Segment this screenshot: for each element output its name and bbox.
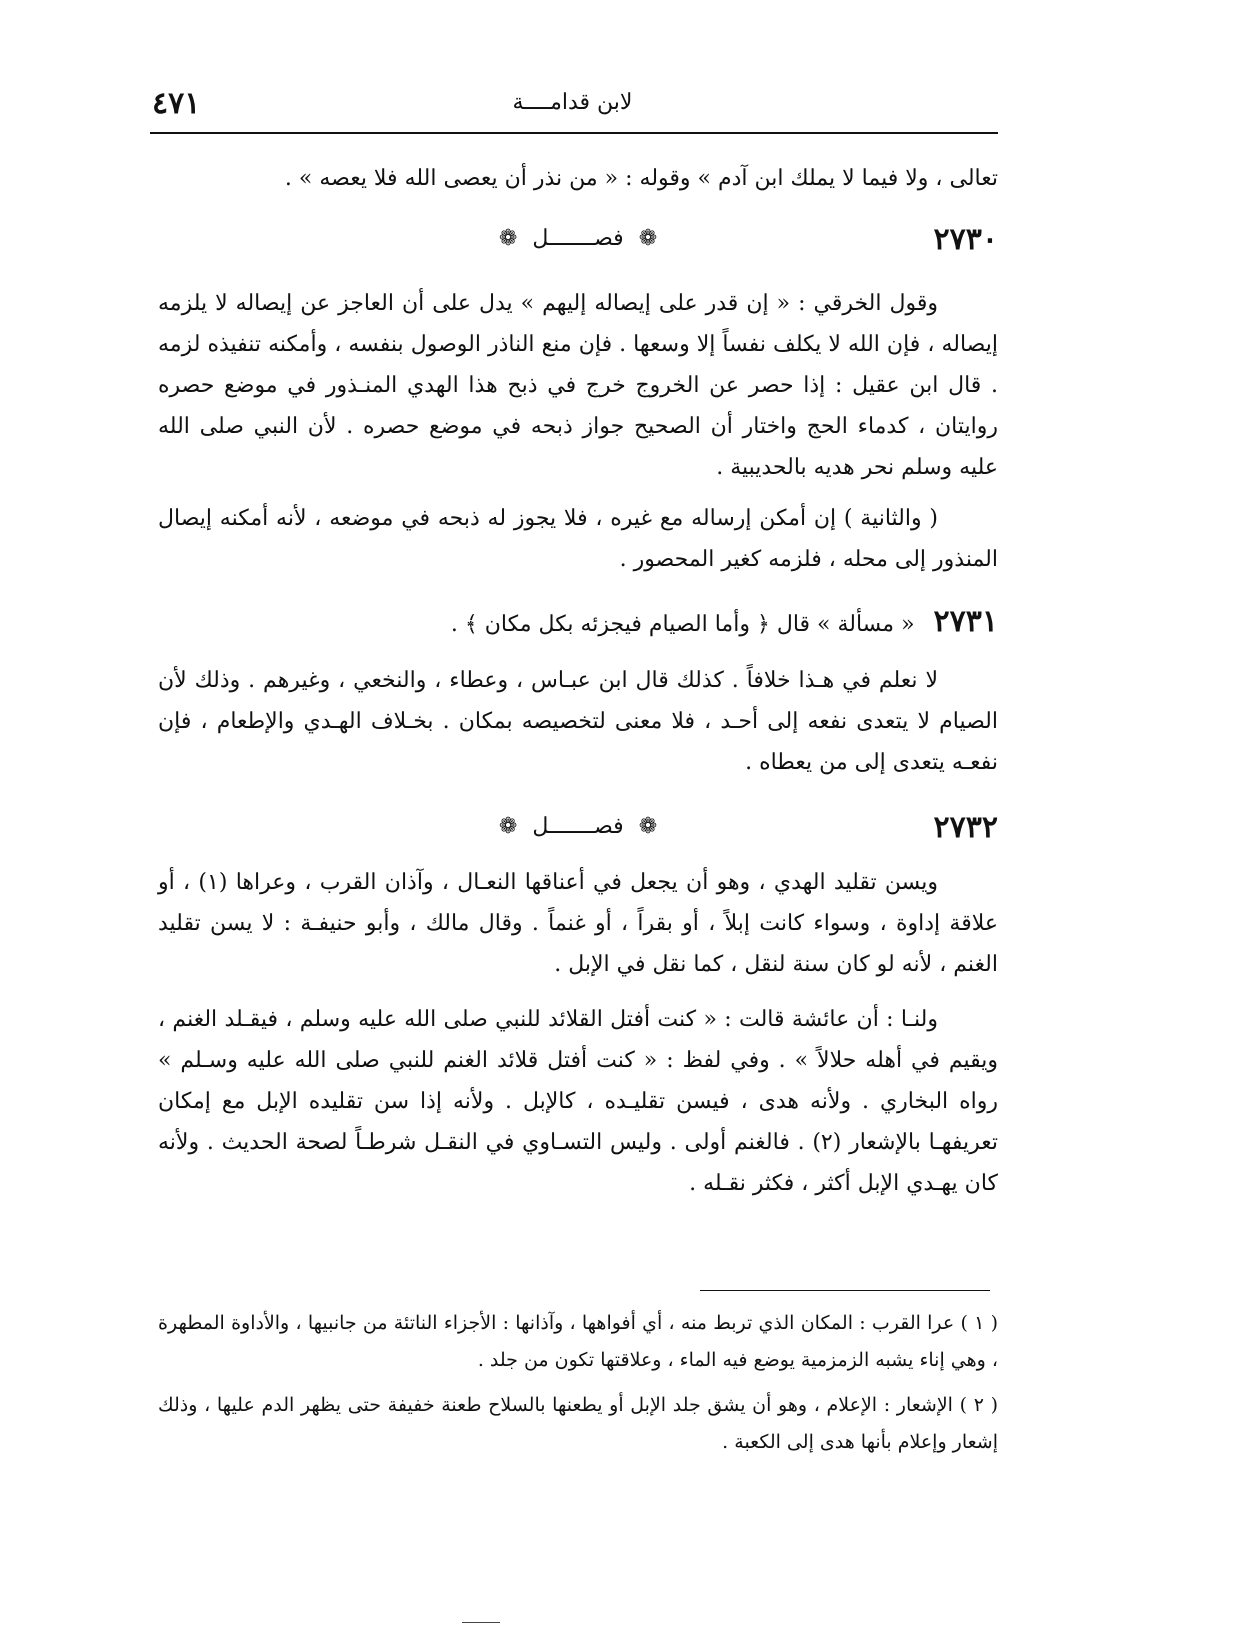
continuation-line (158, 158, 998, 199)
paragraph: لا نعلم في هـذا خلافاً . كذلك قال ابن عبـاس ، وعطاء ، والنخعي ، وغيرهم . وذلك لأن الصيام لا يتعدى نفعه إلى أحـد ، فلا معنى لتخصيصه بمكان . بخـلاف الهـدي والإطعام ، فإن نفعـه يتعدى إلى من يعطاه . (158, 668, 998, 775)
section-title: فصـــــــل (532, 814, 624, 839)
ornament-icon: ❁ (638, 226, 658, 251)
page-number: ٤٧١ (152, 86, 201, 121)
section-2730-body (158, 283, 998, 580)
top-line: تعالى ، ولا فيما لا يملك ابن آدم » وقوله : « من نذر أن يعصى الله فلا يعصه » . (284, 166, 998, 191)
section-2732-body (158, 862, 998, 1204)
running-title: لابن قدامــــة (512, 90, 633, 115)
footnote-rule (700, 1290, 990, 1291)
section-title-wrap (158, 226, 998, 251)
masala-text: « مسألة » قال ﴿ وأما الصيام فيجزئه بكل مكان ﴾ . (450, 612, 915, 637)
masala-heading-2731 (158, 604, 998, 644)
section-heading-2732 (158, 810, 998, 850)
header-rule (150, 132, 998, 134)
section-title: فصـــــــل (532, 226, 624, 251)
paragraph: ويسن تقليد الهدي ، وهو أن يجعل في أعناقها النعـال ، وآذان القرب ، وعراها (١) ، أو علاقة إداوة ، وسواء كانت إبلاً ، أو بقراً ، أو غنماً . وقال مالك ، وأبو حنيفـة : لا يسن تقليد الغنم ، لأنه لو كان سنة لنقل ، كما نقل في الإبل . (158, 870, 998, 977)
ornament-icon: ❁ (638, 814, 658, 839)
paragraph: وقول الخرقي : « إن قدر على إيصاله إليهم » يدل على أن العاجز عن إيصاله لا يلزمه إيصاله ، فإن الله لا يكلف نفساً إلا وسعها . فإن منع الناذر الوصول بنفسه ، وأمكنه تنفيذه لزمه . قال ابن عقيل : إذا حصر عن الخروج خرج في ذبح هذا الهدي المنـذور في موضع حصره روايتان ، كدماء الحج واختار أن الصحيح جواز ذبحه في موضع حصره . لأن النبي صلى الله عليه وسلم نحر هديه بالحديبية . (158, 291, 998, 480)
bottom-mark (462, 1622, 500, 1623)
section-number: ٢٧٣١ (933, 604, 998, 639)
section-number: ٢٧٣٢ (933, 810, 998, 845)
ornament-icon: ❁ (498, 226, 518, 251)
section-heading-2730 (158, 222, 998, 262)
paragraph: ولنـا : أن عائشة قالت : « كنت أفتل القلائد للنبي صلى الله عليه وسلم ، فيقـلد الغنم ، ويقيم في أهله حلالاً » . وفي لفظ : « كنت أفتل قلائد الغنم للنبي صلى الله عليه وسـلم » رواه البخاري . ولأنه هدى ، فيسن تقليـده ، كالإبل . ولأنه إذا سن تقليده الإبل مع إمكان تعريفهـا بالإشعار (٢) . فالغنم أولى . وليس التسـاوي في النقـل شرطـاً لصحة الحديث . ولأنه كان يهـدي الإبل أكثر ، فكثر نقـله . (158, 1007, 998, 1196)
ornament-icon: ❁ (498, 814, 518, 839)
footnote: ( ١ ) عرا القرب : المكان الذي تربط منه ، أي أفواهها ، وآذانها : الأجزاء الناتئة من جانبيها ، والأداوة المطهرة ، وهي إناء يشبه الزمزمية يوضع فيه الماء ، وعلاقتها تكون من جلد . (158, 1312, 999, 1371)
paragraph: ( والثانية ) إن أمكن إرساله مع غيره ، فلا يجوز له ذبحه في موضعه ، لأنه أمكنه إيصال المنذور إلى محله ، فلزمه كغير المحصور . (158, 506, 998, 572)
section-title-wrap (158, 814, 998, 839)
footnotes (158, 1305, 998, 1469)
footnote: ( ٢ ) الإشعار : الإعلام ، وهو أن يشق جلد الإبل أو يطعنها بالسلاح طعنة خفيفة حتى يظهر الدم عليها ، وذلك إشعار وإعلام بأنها هدى إلى الكعبة . (158, 1394, 998, 1453)
section-2731-body (158, 660, 998, 783)
page-header (150, 78, 995, 128)
section-number: ٢٧٣٠ (933, 222, 998, 257)
